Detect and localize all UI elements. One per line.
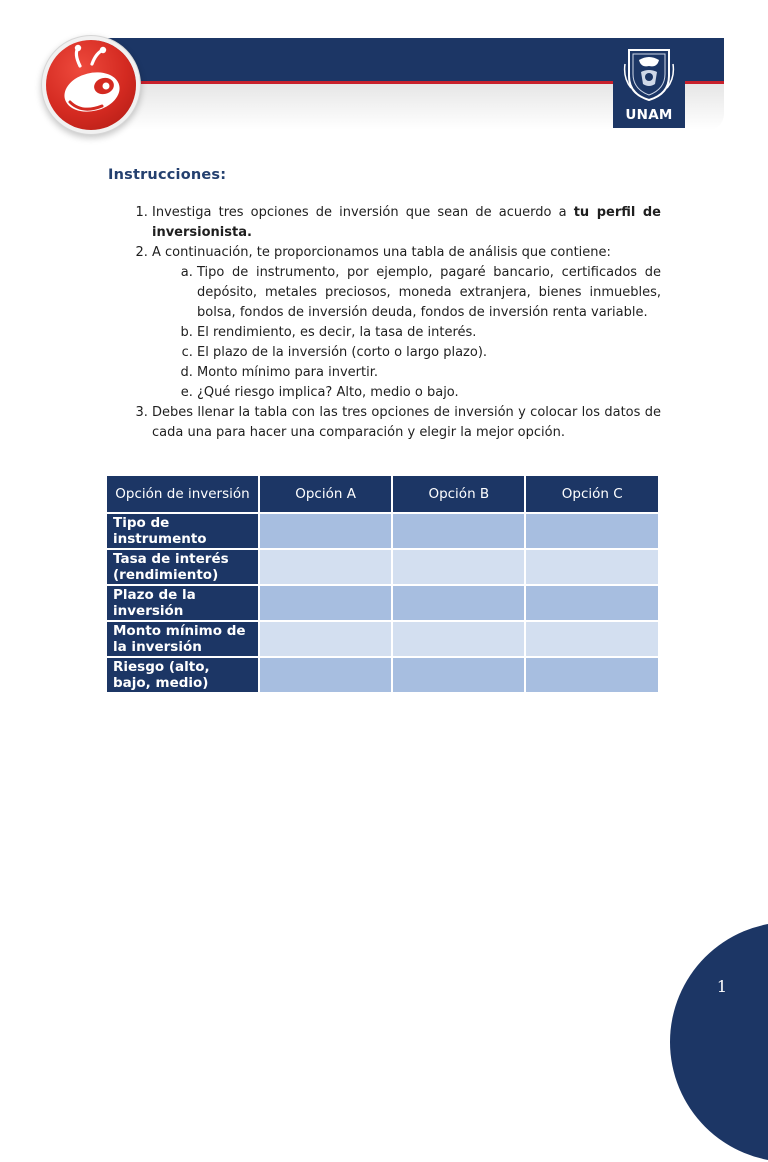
unam-label: UNAM [625,107,673,123]
logo [46,40,136,130]
row-label: Plazo de la inversión [107,586,258,620]
instruction-1-text: Investiga tres opciones de inversión que sean de acuerdo a [152,205,574,220]
table-row [107,622,658,656]
table-cell[interactable] [393,622,524,656]
table-cell[interactable] [260,514,391,548]
instructions-list [108,203,661,443]
instruction-2-text: A continuación, te proporcionamos una tabla de análisis que contiene: [152,245,611,260]
unam-shield-icon [621,44,677,104]
unam-badge [613,40,685,128]
table-header-row [107,476,658,512]
row-label: Tasa de interés (rendimiento) [107,550,258,584]
page-corner [670,922,768,1162]
header-option-b: Opción B [393,476,524,512]
page-number: 1 [716,977,728,996]
table-row [107,514,658,548]
table-cell[interactable] [393,586,524,620]
section-title: Instrucciones: [108,167,227,183]
sub-item-d: d. Monto mínimo para invertir. [197,363,661,383]
header-option-c: Opción C [526,476,658,512]
sub-item-c: c. El plazo de la inversión (corto o largo plazo). [197,343,661,363]
table-cell[interactable] [260,550,391,584]
table-cell[interactable] [393,514,524,548]
table-cell[interactable] [526,658,658,692]
instruction-1-bold: tu perfil de inversionista. [152,205,661,240]
table-row [107,586,658,620]
table-cell[interactable] [526,586,658,620]
table-row [107,550,658,584]
table-cell[interactable] [260,586,391,620]
sub-list [152,263,661,403]
sub-item-a: a. Tipo de instrumento, por ejemplo, pagaré bancario, certificados de depósito, metales preciosos, moneda extranjera, bienes inmuebles, bolsa, fondos de inversión deuda, fondos de inversión renta variable. [197,263,661,323]
sub-item-e: e. ¿Qué riesgo implica? Alto, medio o bajo. [197,383,661,403]
instruction-item-2 [152,243,661,403]
row-label: Tipo de instrumento [107,514,258,548]
analysis-table [105,474,660,694]
sub-item-b: b. El rendimiento, es decir, la tasa de interés. [197,323,661,343]
table-cell[interactable] [260,622,391,656]
row-label: Riesgo (alto, bajo, medio) [107,658,258,692]
table-cell[interactable] [393,550,524,584]
row-label: Monto mínimo de la inversión [107,622,258,656]
table-cell[interactable] [526,514,658,548]
table-row [107,658,658,692]
instruction-item-3: 3. Debes llenar la tabla con las tres opciones de inversión y colocar los datos de cada una para hacer una comparación y elegir la mejor opción. [152,403,661,443]
instructions [108,203,661,443]
mascot-logo-icon [46,40,136,130]
header-option-a: Opción A [260,476,391,512]
table-cell[interactable] [526,550,658,584]
header-option: Opción de inversión [107,476,258,512]
table-cell[interactable] [393,658,524,692]
table-cell[interactable] [526,622,658,656]
instruction-item-1 [152,203,661,243]
table-cell[interactable] [260,658,391,692]
